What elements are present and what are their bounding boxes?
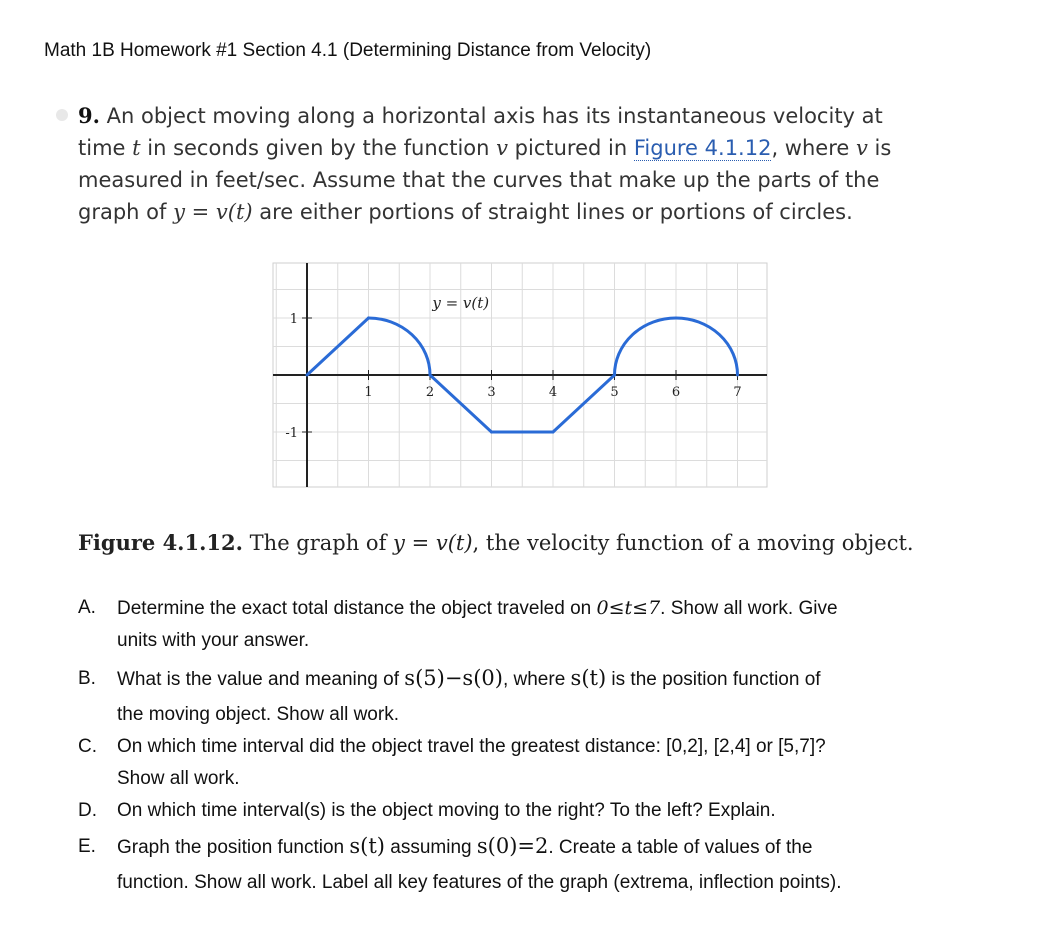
problem-text-4a: graph of xyxy=(78,200,174,224)
x-tick-label: 5 xyxy=(610,385,619,400)
problem-statement xyxy=(78,100,978,228)
figure-caption xyxy=(78,530,914,555)
problem-number: 9. xyxy=(78,103,100,128)
figure-caption-equation: y = v(t) xyxy=(393,531,473,555)
y-tick-label: 1 xyxy=(289,312,298,327)
question-b-letter: B. xyxy=(78,668,96,689)
problem-text-2d: , where xyxy=(771,136,856,160)
question-e-letter: E. xyxy=(78,836,96,857)
question-b-line-2: the moving object. Show all work. xyxy=(117,704,399,725)
var-v-2: v xyxy=(855,136,868,160)
question-a-math: 0≤t≤7 xyxy=(596,597,661,619)
x-tick-label: 7 xyxy=(733,385,742,400)
question-b-math: s(5)−s(0) xyxy=(404,666,503,690)
question-a-line-1 xyxy=(117,592,998,625)
x-tick-label: 2 xyxy=(425,385,435,400)
problem-line-4 xyxy=(78,196,978,228)
question-a-letter: A. xyxy=(78,597,96,618)
question-d-line-1: On which time interval(s) is the object moving to the right? To the left? Explain. xyxy=(117,800,776,821)
figure-caption-label: Figure 4.1.12. xyxy=(78,530,243,555)
question-b-line-1 xyxy=(117,659,998,699)
question-c-line-2: Show all work. xyxy=(117,768,240,789)
question-e xyxy=(78,827,998,899)
document-title: Math 1B Homework #1 Section 4.1 (Determining Distance from Velocity) xyxy=(44,40,652,61)
question-e-text-c: . Create a table of values of the xyxy=(548,837,813,858)
x-tick-label: 3 xyxy=(487,385,496,400)
var-t: t xyxy=(132,136,141,160)
question-e-line-2: function. Show all work. Label all key features of the graph (extrema, inflection points). xyxy=(117,872,842,893)
graph-title: y = v(t) xyxy=(432,294,490,312)
velocity-graph xyxy=(270,260,770,490)
question-c-line-1: On which time interval did the object travel the greatest distance: [0,2], [2,4] or [5,7]? xyxy=(117,736,826,757)
question-c-letter: C. xyxy=(78,736,97,757)
question-e-text-a: Graph the position function xyxy=(117,837,350,858)
question-b-text-c: is the position function of xyxy=(606,669,821,690)
question-e-text-b: assuming xyxy=(384,837,477,858)
question-d xyxy=(78,795,998,827)
figure-caption-text-b: , the velocity function of a moving object. xyxy=(472,531,914,555)
problem-text-2e: is xyxy=(867,136,892,160)
problem-text-2b: in seconds given by the function xyxy=(140,136,497,160)
question-a-text-a: Determine the exact total distance the object traveled on xyxy=(117,598,597,619)
x-tick-label: 4 xyxy=(548,385,558,400)
question-a-line-2: units with your answer. xyxy=(117,630,310,651)
var-v: v xyxy=(496,136,508,160)
y-tick-label: -1 xyxy=(285,426,298,441)
question-c xyxy=(78,731,998,795)
problem-text-2a: time xyxy=(78,136,133,160)
question-d-letter: D. xyxy=(78,800,97,821)
problem-line-1 xyxy=(78,100,978,132)
question-a xyxy=(78,592,998,657)
problem-line-2 xyxy=(78,132,978,164)
question-b-text-b: , where xyxy=(502,669,571,690)
equation-y-v-t: y = v(t) xyxy=(173,200,253,224)
question-e-line-1 xyxy=(117,827,998,867)
question-b-text-a: What is the value and meaning of xyxy=(117,669,405,690)
x-tick-label: 6 xyxy=(671,385,681,400)
question-a-text-b: . Show all work. Give xyxy=(660,598,838,619)
question-list xyxy=(78,592,998,899)
problem-marker-icon xyxy=(56,109,68,121)
problem-line-3: measured in feet/sec. Assume that the curves that make up the parts of the xyxy=(78,168,880,192)
figure-link[interactable]: Figure 4.1.12 xyxy=(633,136,772,160)
question-e-math: s(t) xyxy=(349,834,385,858)
problem-text-4b: are either portions of straight lines or portions of circles. xyxy=(252,200,853,224)
problem-text-2c: pictured in xyxy=(508,136,634,160)
problem-text-1: An object moving along a horizontal axis has its instantaneous velocity at xyxy=(106,104,883,128)
question-e-math-2: s(0)=2 xyxy=(476,834,549,858)
question-b xyxy=(78,659,998,731)
question-b-math-2: s(t) xyxy=(570,666,607,690)
x-tick-label: 1 xyxy=(364,385,373,400)
figure-caption-text-a: The graph of xyxy=(249,531,394,555)
